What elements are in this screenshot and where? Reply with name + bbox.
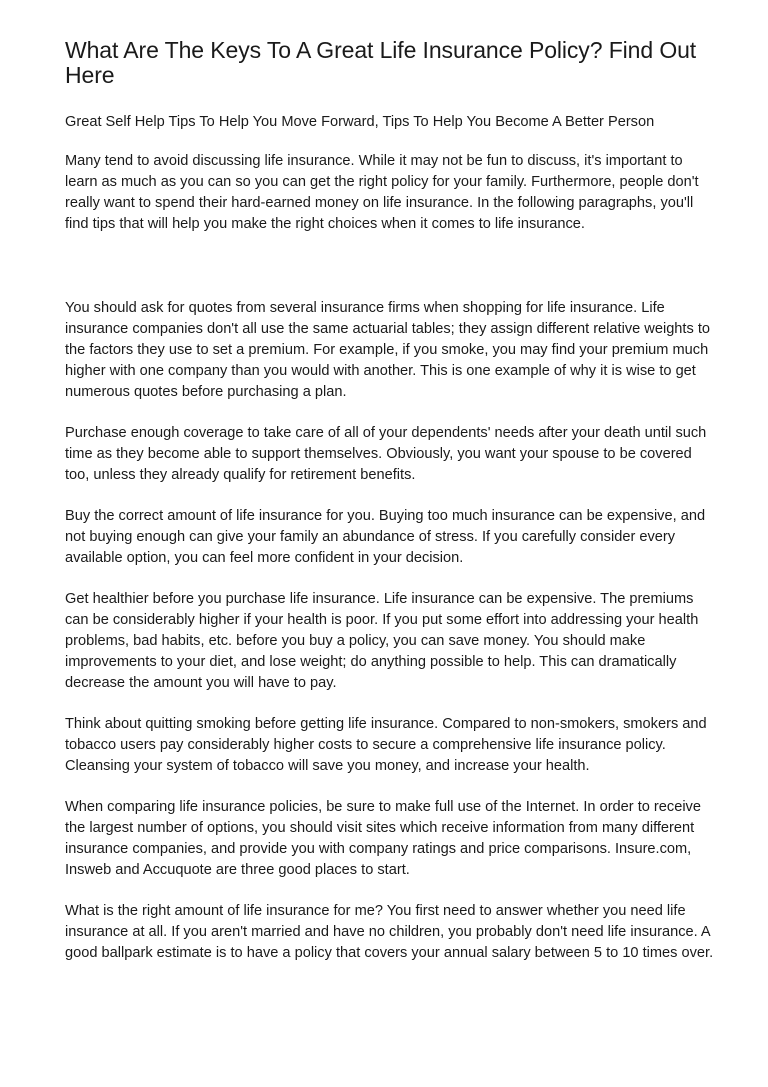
paragraph-get-healthier: Get healthier before you purchase life insurance. Life insurance can be expensive. The premiums can be considerably higher if your health is poor. If you put some effort into addressing your health problems, bad habits, etc. before you buy a policy, you can save money. You should make improvements to your diet, and lose weight; do anything possible to help. This can dramatically decrease the amount you will have to pay.	[65, 591, 699, 691]
document-content	[65, 38, 715, 964]
paragraph-quotes: You should ask for quotes from several insurance firms when shopping for life insurance. Life insurance companies don't all use the same actuarial tables; they assign different relative weights to the factors they use to set a premium. For example, if you smoke, you may find your premium much higher with one company than you would with another. This is one example of why it is wise to get numerous quotes before purchasing a plan.	[65, 300, 711, 400]
paragraph-compare-online: When comparing life insurance policies, be sure to make full use of the Internet. In order to receive the largest number of options, you should visit sites which receive information from many different insurance companies, and provide you with company ratings and price comparisons. Insure.com, Insweb and Accuquote are three good places to start.	[65, 799, 701, 878]
paragraph-right-amount: What is the right amount of life insurance for me? You first need to answer whether you need life insurance at all. If you aren't married and have no children, you probably don't need life insurance. A good ballpark estimate is to have a policy that covers your annual salary between 5 to 10 times over.	[65, 903, 714, 961]
page-subtitle: Great Self Help Tips To Help You Move Forward, Tips To Help You Become A Better Person	[65, 114, 655, 130]
paragraph-coverage: Purchase enough coverage to take care of all of your dependents' needs after your death until such time as they become able to support themselves. Obviously, you want your spouse to be covered too, unless they already qualify for retirement benefits.	[65, 425, 707, 483]
paragraph-correct-amount: Buy the correct amount of life insurance for you. Buying too much insurance can be expensive, and not buying enough can give your family an abundance of stress. If you carefully consider every available option, you can feel more confident in your decision.	[65, 508, 706, 566]
paragraph-quit-smoking: Think about quitting smoking before getting life insurance. Compared to non-smokers, smokers and tobacco users pay considerably higher costs to secure a comprehensive life insurance policy. Cleansing your system of tobacco will save you money, and increase your health.	[65, 716, 707, 774]
page-title: What Are The Keys To A Great Life Insurance Policy? Find Out Here	[65, 37, 697, 88]
paragraph-intro: Many tend to avoid discussing life insurance. While it may not be fun to discuss, it's important to learn as much as you can so you can get the right policy for your family. Furthermore, people don't really want to spend their hard-earned money on life insurance. In the following paragraphs, you'll find tips that will help you make the right choices when it comes to life insurance.	[65, 153, 699, 232]
